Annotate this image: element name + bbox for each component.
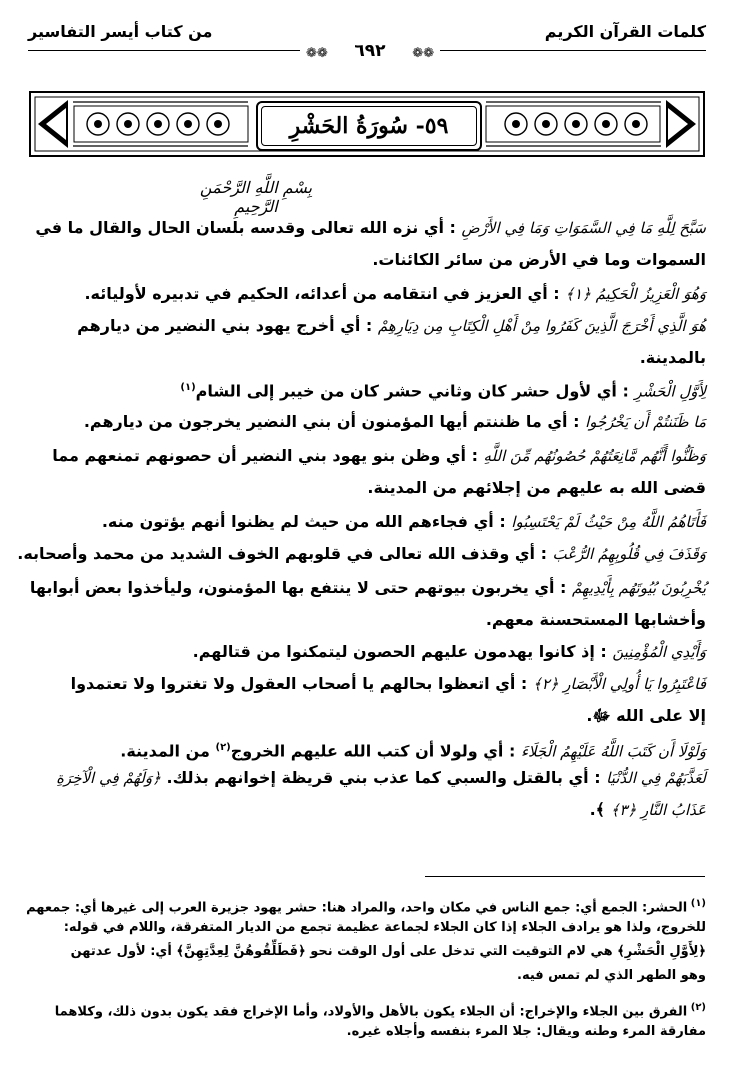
commentary-line (30, 796, 706, 824)
quran-phrase: وَلَوْلَا أَن كَتَبَ اللَّهُ عَلَيْهِمُ الْجَلَاءَ (520, 742, 706, 761)
commentary-line (30, 508, 706, 536)
footnote-number: (٢) (687, 1002, 706, 1013)
quran-phrase: وَهُوَ الْعَزِيزُ الْحَكِيمُ ﴿١﴾ (565, 285, 706, 303)
surah-title-cartouche (256, 101, 482, 151)
footnote-marker: (١) (180, 382, 196, 393)
explanation-text: : أي ما ظننتم أيها المؤمنون أن بني النضير يخرجون من ديارهم. (83, 412, 586, 431)
footnote-text: ﴿لِأَوَّلِ الْحَشْرِ﴾ هي لام التوقيت التي تدخل على أول الوقت نحو ﴿فَطَلِّقُوهُنَّ لِعِدَّتِهِنَّ﴾ أي: لأول عدتهن (70, 944, 706, 959)
explanation-text: قضى الله به عليهم من إجلائهم من المدينة. (367, 478, 706, 497)
page-number-box (300, 38, 440, 64)
commentary-line (30, 280, 706, 308)
explanation-text: : أي بالقتل والسبي كما عذب بني قريظة إخوانهم بذلك. (160, 768, 607, 787)
quran-phrase: عَذَابُ النَّارِ ﴿٣﴾ (610, 801, 706, 819)
footnote-line (30, 940, 706, 964)
explanation-text: : أي وقذف الله تعالى في قلوبهم الخوف الشديد من محمد وأصحابه. (17, 544, 553, 563)
commentary-line (30, 374, 706, 405)
explanation-text: : أي لأول حشر كان وثاني حشر كان من خيبر إلى الشام (195, 381, 635, 401)
commentary-line (30, 670, 706, 698)
commentary-line (30, 214, 706, 242)
footnote-marker: (٢) (215, 742, 231, 753)
explanation-text: : أي اتعظوا بحالهم يا أصحاب العقول ولا تغتروا ولا تعتمدوا (70, 674, 533, 693)
footnote-text: الفرق بين الجلاء والإخراج: أن الجلاء يكون بالأهل والأولاد، وأما الإخراج فقد يكون بدون ذلك، وكلاهما (54, 1004, 688, 1020)
explanation-text: السموات وما في الأرض من سائر الكائنات. (372, 250, 706, 269)
footnote-text: مفارقة المرء وطنه ويقال: جلا المرء بنفسه وأجلاه غيره. (346, 1024, 706, 1039)
commentary-line (30, 474, 706, 502)
quran-phrase: لَعَذَّبَهُمْ فِي الدُّنْيَا (606, 769, 706, 787)
commentary-line (30, 734, 706, 765)
explanation-text: ﴾. (589, 800, 611, 819)
surah-banner (28, 90, 706, 158)
explanation-text: بالمدينة. (639, 348, 706, 367)
explanation-text: : أي يخربون بيوتهم حتى لا ينتفع بها المؤمنون، وليأخذوا بعض أبوابها (29, 578, 572, 597)
commentary-line (30, 408, 706, 436)
commentary-line (17, 540, 706, 568)
commentary-line (30, 606, 706, 634)
explanation-text: من المدينة. (120, 741, 216, 761)
footnote-number: (١) (687, 898, 706, 909)
explanation-text: : أي نزه الله تعالى وقدسه بلسان الحال والقال ما في (35, 218, 462, 237)
explanation-text: : أي وظن بنو يهود بني النضير أن حصونهم تمنعهم مما (52, 446, 484, 465)
surah-title: ٥٩- سُورَةُ الحَشْرِ (289, 113, 449, 139)
commentary-line (30, 764, 706, 792)
quran-phrase: وَقَذَفَ فِي قُلُوبِهِمُ الرُّعْبَ (552, 545, 706, 563)
explanation-text: وأخشابها المستحسنة معهم. (485, 610, 706, 629)
explanation-text: : أي ولولا أن كتب الله عليهم الخروج (230, 741, 521, 761)
explanation-text: : أي فجاءهم الله من حيث لم يظنوا أنهم يؤتون منه. (101, 512, 512, 531)
explanation-text: : أي العزيز في انتقامه من أعدائه، الحكيم في تدبيره لأوليائه. (84, 284, 566, 303)
commentary-line (30, 344, 706, 372)
quran-phrase: فَأَتَاهُمُ اللَّهُ مِنْ حَيْثُ لَمْ يَحْتَسِبُوا (511, 513, 706, 531)
commentary-line (30, 442, 706, 470)
quran-phrase: وَأَيْدِي الْمُؤْمِنِينَ (612, 643, 706, 661)
header-book-title: كلمات القرآن الكريم (544, 22, 706, 41)
quran-phrase: يُخْرِبُونَ بُيُوتَهُم بِأَيْدِيهِمْ (572, 579, 706, 597)
quran-phrase: لِأَوَّلِ الْحَشْرِ (634, 382, 706, 401)
footnote-line (30, 916, 706, 940)
basmala: بِسْمِ اللَّهِ الرَّحْمَنِ الرَّحِيمِ (199, 178, 313, 216)
commentary-line (30, 246, 706, 274)
quran-phrase: ﴿وَلَهُمْ فِي الْآخِرَةِ (56, 769, 161, 787)
quran-phrase: سَبَّحَ لِلَّهِ مَا فِي السَّمَوَاتِ وَمَا فِي الأَرْضِ (461, 219, 706, 237)
explanation-text: : أي أخرج يهود بني النضير من ديارهم (77, 316, 378, 335)
quran-phrase: هُوَ الَّذِي أَخْرَجَ الَّذِينَ كَفَرُوا مِنْ أَهْلِ الْكِتَابِ مِن دِيَارِهِمْ (377, 317, 706, 335)
commentary-line (30, 638, 706, 666)
footnote-text: للخروج، ولذا هو يرادف الجلاء إذا كان الجلاء لجماعة عظيمة تجمع من الديار المتفرقة، واللام في قوله: (63, 920, 706, 935)
explanation-text: إلا على الله ﷻ. (586, 706, 706, 725)
footnote-line (30, 964, 706, 988)
footnote-text: وهو الطهر الذي لم تمس فيه. (517, 968, 706, 983)
header-source-title: من كتاب أيسر التفاسير (28, 22, 213, 41)
quran-phrase: فَاعْتَبِرُوا يَا أُولِي الْأَبْصَارِ ﴿٢﴾ (532, 675, 706, 693)
commentary-line (30, 312, 706, 340)
commentary-line (30, 702, 706, 730)
quran-phrase: مَا ظَنَنتُمْ أَن يَخْرُجُوا (585, 413, 706, 431)
footnote-line (30, 1020, 706, 1044)
explanation-text: : إذ كانوا يهدمون عليهم الحصون ليتمكنوا من قتالهم. (192, 642, 613, 661)
right-ornament-icon: ❁❁ (412, 46, 434, 61)
footnote-separator (425, 876, 705, 877)
footnote-text: الحشر: الجمع أي: جمع الناس في مكان واحد، والمراد هنا: حشر يهود جزيرة العرب إلى غيرها أي: جمعهم (26, 900, 688, 916)
page-number: ٦٩٢ (354, 41, 386, 61)
commentary-line (30, 574, 706, 602)
quran-phrase: وَظَنُّوا أَنَّهُم مَّانِعَتُهُمْ حُصُونُهُم مِّنَ اللَّهِ (483, 447, 706, 465)
left-ornament-icon: ❁❁ (306, 46, 328, 61)
